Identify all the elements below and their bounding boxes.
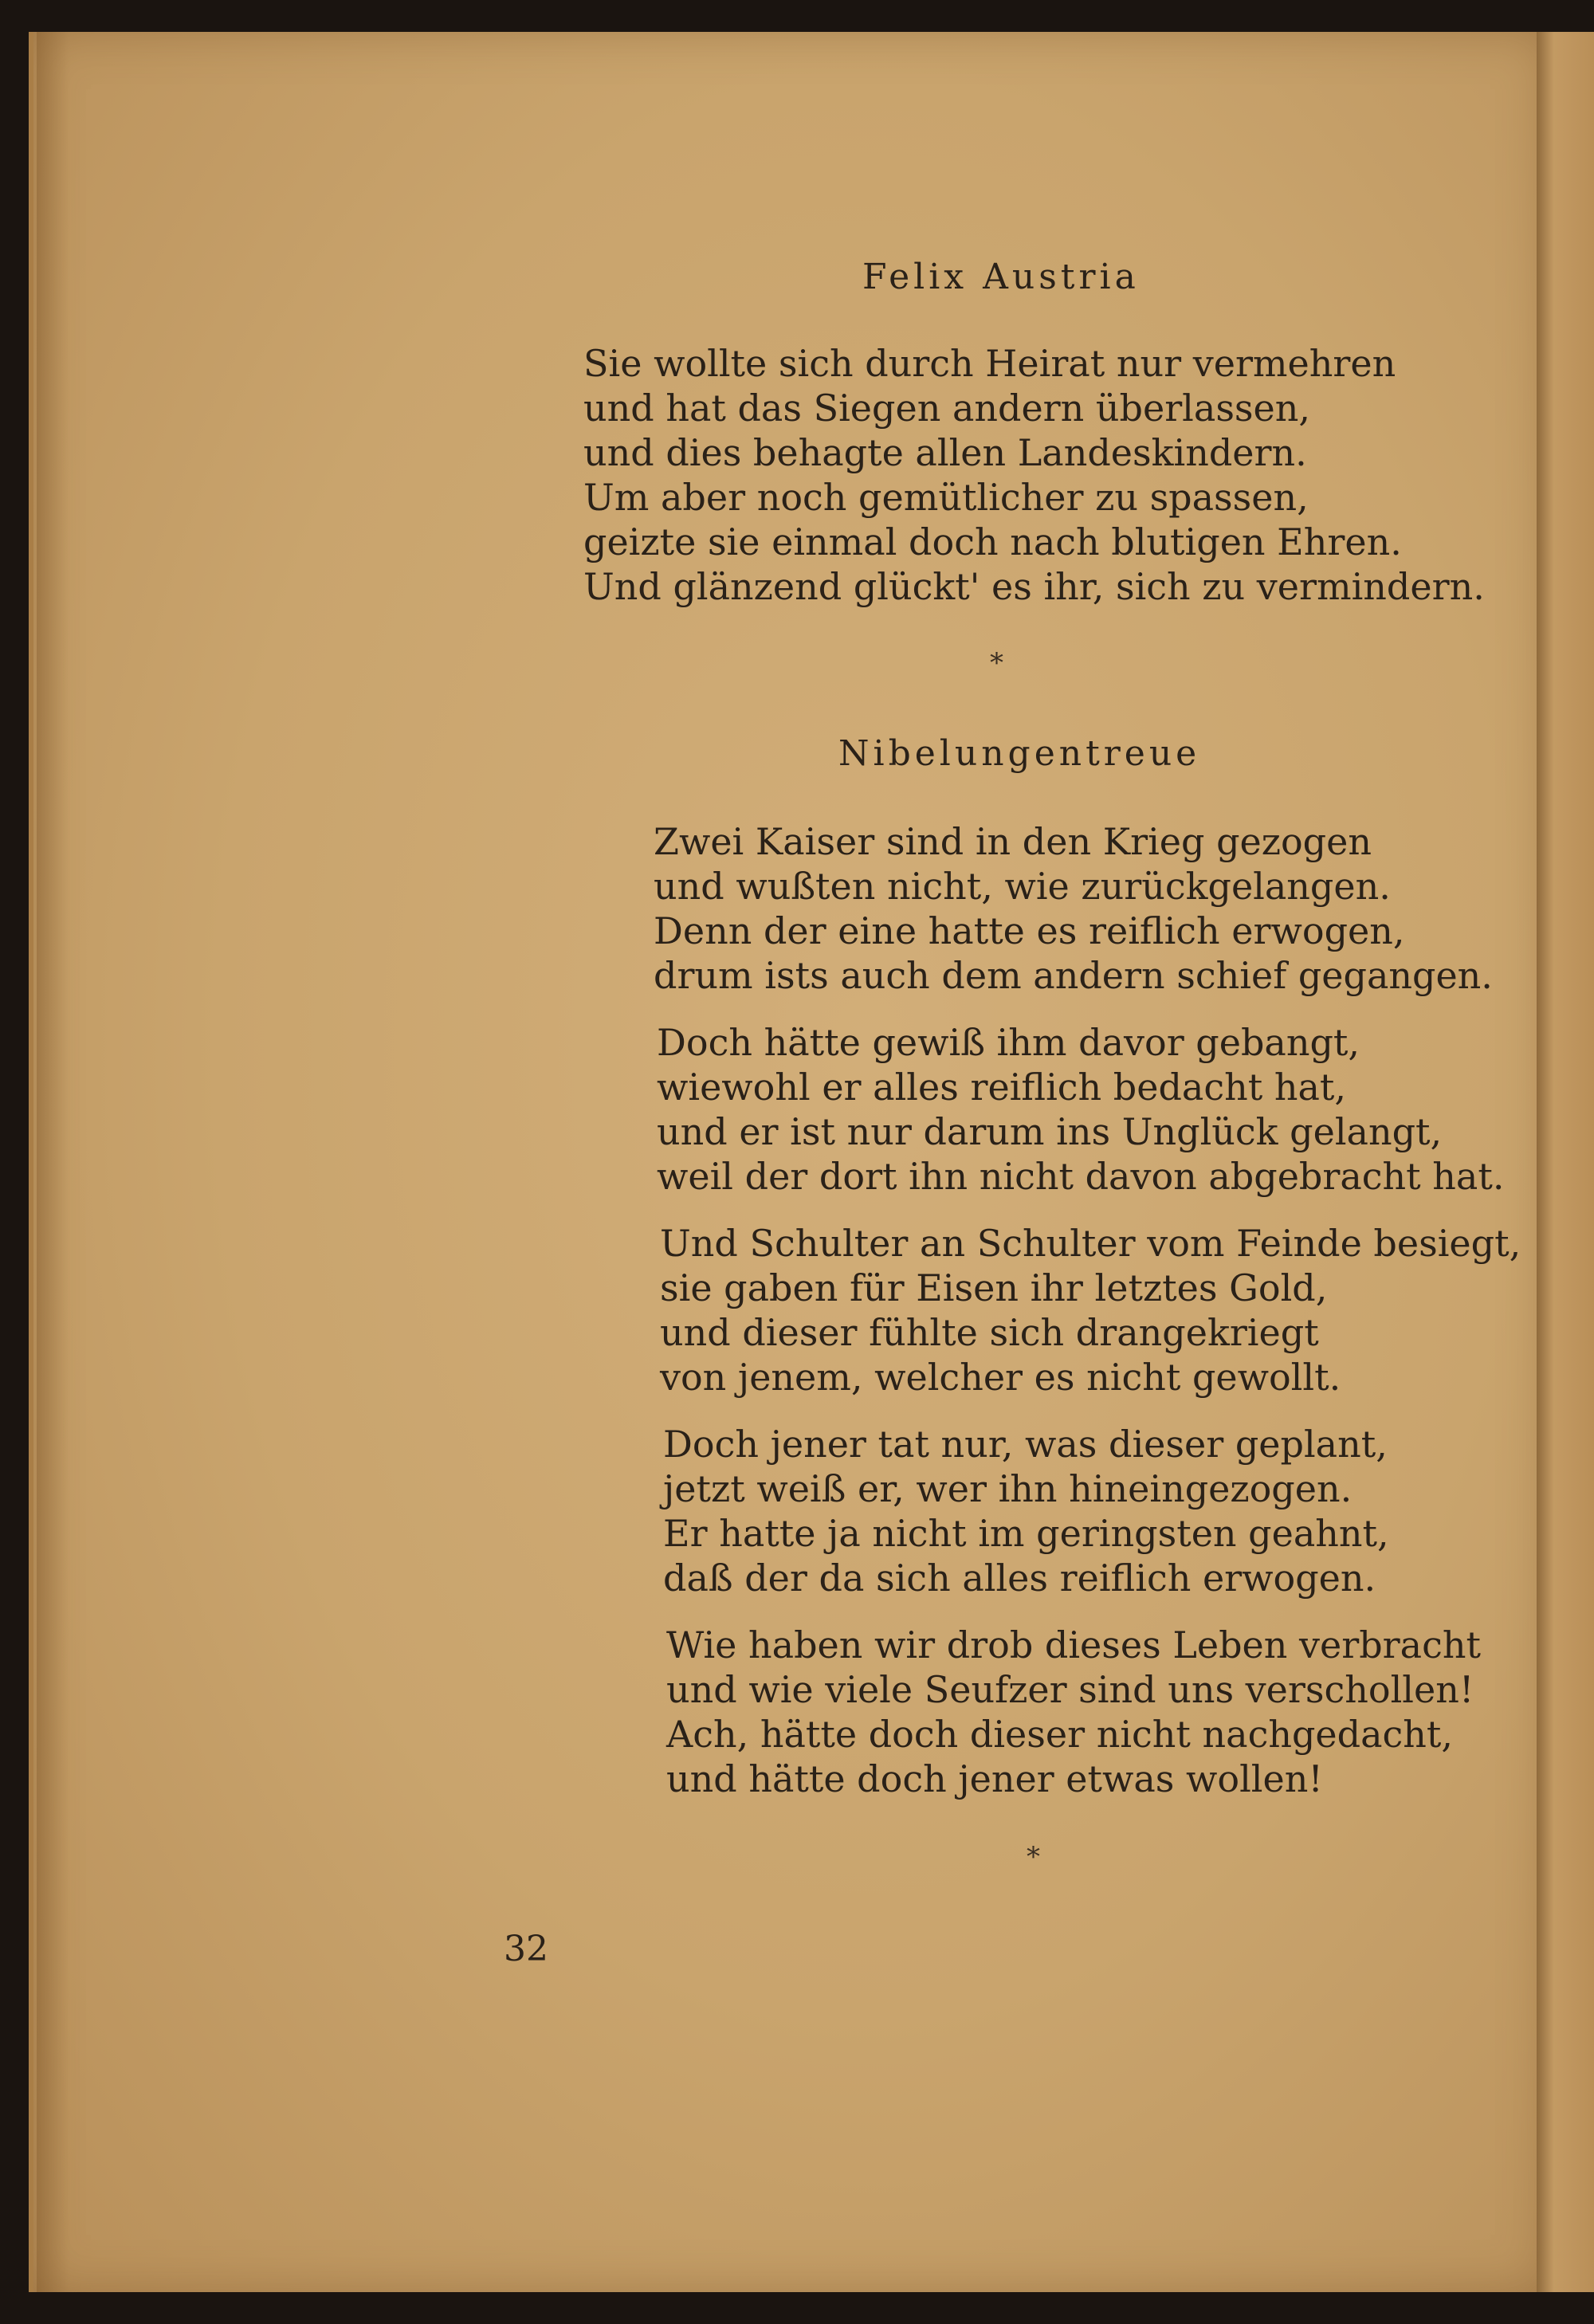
- poem-line: weil der dort ihn nicht davon abgebracht hat.: [657, 1155, 1505, 1198]
- poem-line: Denn der eine hatte es reiflich erwogen,: [654, 909, 1405, 952]
- poem-line: Und glänzend glückt' es ihr, sich zu vermindern.: [583, 565, 1485, 608]
- poem-line: jetzt weiß er, wer ihn hineingezogen.: [663, 1467, 1353, 1510]
- poem-stanza: [666, 1623, 1481, 1801]
- poem-title-felix-austria: Felix Austria: [862, 257, 1140, 297]
- poem-line: von jenem, welcher es nicht gewollt.: [660, 1356, 1341, 1399]
- book-page: [29, 32, 1548, 2292]
- poem-line: geizte sie einmal doch nach blutigen Ehren.: [583, 520, 1402, 563]
- poem-line: Zwei Kaiser sind in den Krieg gezogen: [654, 820, 1372, 863]
- poem-line: und dies behagte allen Landeskindern.: [583, 431, 1307, 474]
- poem-line: und wußten nicht, wie zurückgelangen.: [654, 865, 1391, 908]
- poem-line: Sie wollte sich durch Heirat nur vermehren: [583, 342, 1396, 385]
- poem-line: Doch jener tat nur, was dieser geplant,: [663, 1423, 1388, 1466]
- poem-line: und hätte doch jener etwas wollen!: [666, 1757, 1323, 1800]
- adjacent-page-edge: [1537, 32, 1594, 2292]
- poem-line: Er hatte ja nicht im geringsten geahnt,: [663, 1512, 1389, 1555]
- asterisk-separator: *: [990, 647, 1003, 679]
- poem-line: und dieser fühlte sich drangekriegt: [660, 1311, 1319, 1354]
- poem-stanza: [654, 819, 1493, 998]
- poem-line: wiewohl er alles reiflich bedacht hat,: [657, 1066, 1346, 1109]
- poem-line: daß der da sich alles reiflich erwogen.: [663, 1557, 1376, 1600]
- asterisk-separator: *: [1027, 1841, 1040, 1873]
- poem-line: sie gaben für Eisen ihr letztes Gold,: [660, 1266, 1328, 1309]
- page-number: 32: [504, 1929, 548, 1969]
- poem-line: und hat das Siegen andern überlassen,: [583, 387, 1311, 430]
- poem-stanza: [660, 1221, 1521, 1400]
- poem-line: Doch hätte gewiß ihm davor gebangt,: [657, 1021, 1360, 1064]
- poem-line: und er ist nur darum ins Unglück gelangt,: [657, 1110, 1443, 1153]
- poem-line: und wie viele Seufzer sind uns verschollen!: [666, 1668, 1474, 1711]
- poem-line: Um aber noch gemütlicher zu spassen,: [583, 476, 1309, 519]
- poem-stanza: [657, 1020, 1504, 1199]
- poem-line: Und Schulter an Schulter vom Feinde besiegt,: [660, 1222, 1521, 1265]
- poem-line: Ach, hätte doch dieser nicht nachgedacht,: [666, 1713, 1454, 1756]
- poem-line: drum ists auch dem andern schief gegangen.: [654, 954, 1493, 997]
- poem-title-nibelungentreue: Nibelungentreue: [838, 733, 1201, 774]
- poem-line: Wie haben wir drob dieses Leben verbracht: [666, 1623, 1481, 1666]
- poem-stanza: [663, 1422, 1389, 1600]
- poem-stanza: [583, 341, 1485, 609]
